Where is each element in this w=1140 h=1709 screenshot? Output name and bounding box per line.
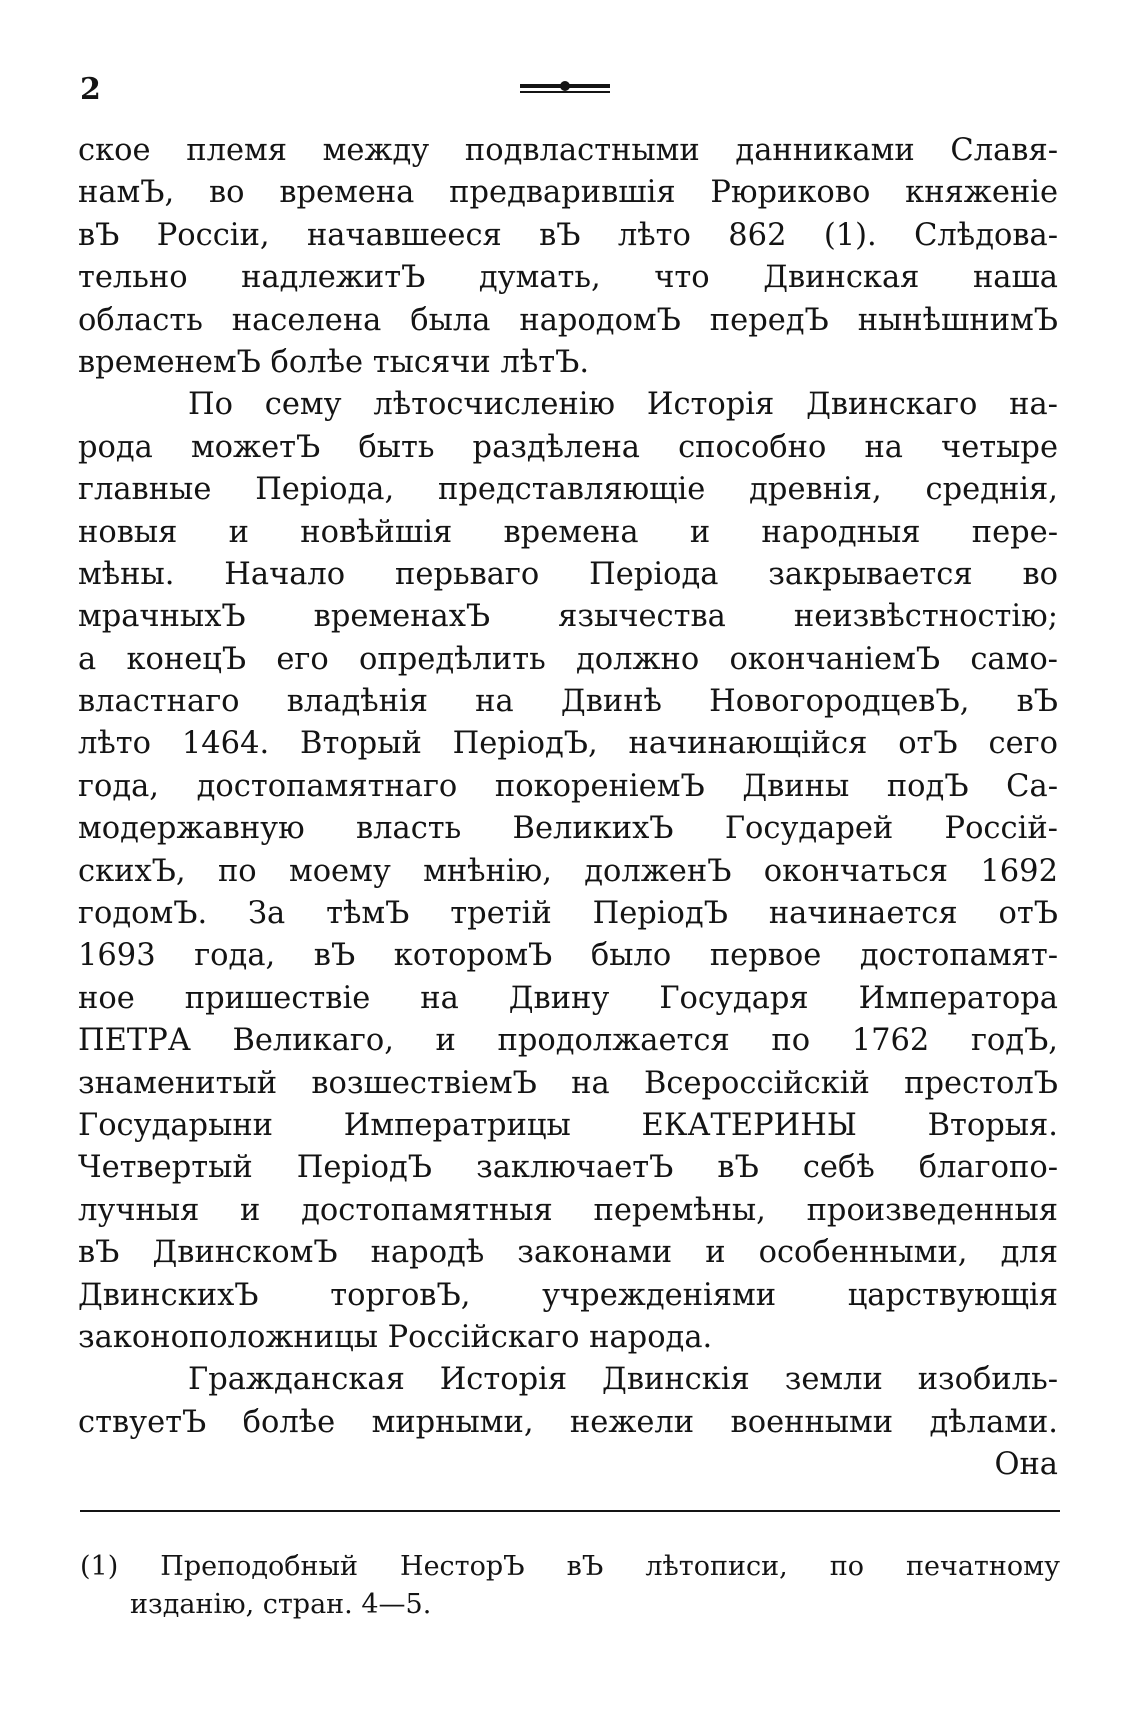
text-line: тельно надлежитЪ думать, что Двинская наша [78,260,1058,296]
text-line: намЪ, во времена предварившія Рюриково княженіе [78,175,1058,211]
text-line: ствуетЪ болѣе мирными, нежели военными дѣлами. [78,1404,1058,1440]
header-ornament [520,84,610,94]
text-line: скихЪ, по моему мнѣнію, долженЪ окончаться 1692 [78,853,1058,889]
text-line: новыя и новѣйшія времена и народныя пере- [78,514,1058,550]
footnote-line: изданію, стран. 4—5. [130,1589,432,1620]
text-line: законоположницы Россійскаго народа. [78,1319,713,1355]
text-line: лучныя и достопамятныя перемѣны, произведенныя [78,1192,1058,1228]
text-line: а конецЪ его опредѣлить должно окончаніемЪ само- [78,641,1058,677]
text-line: 1693 года, вЪ которомЪ было первое достопамят- [78,938,1058,974]
text-line: Четвертый ПеріодЪ заключаетЪ вЪ себѣ благопо- [78,1150,1058,1186]
page-number: 2 [80,72,101,107]
text-line: знаменитый возшествіемЪ на Всероссійскій престолЪ [78,1065,1058,1101]
text-line: По сему лѣтосчисленію Исторія Двинскаго на- [188,387,1058,423]
footnote-line: (1) Преподобный НесторЪ вЪ лѣтописи, по печатному [80,1551,1060,1582]
text-line: лѣто 1464. Вторый ПеріодЪ, начинающійся отЪ сего [78,726,1058,762]
text-line: временемЪ болѣе тысячи лѣтЪ. [78,344,590,380]
text-line: ное пришествіе на Двину Государя Императора [78,980,1058,1016]
text-line: года, достопамятнаго покореніемЪ Двины подЪ Са- [78,768,1058,804]
text-line: мѣны. Начало перьваго Періода закрывается во [78,556,1058,592]
text-line: область населена была народомЪ передЪ нынѣшнимЪ [78,302,1058,338]
text-line: Государыни Императрицы ЕКАТЕРИНЫ Вторыя. [78,1107,1058,1143]
text-line: вЪ ДвинскомЪ народѣ законами и особенными, для [78,1235,1058,1271]
text-line: ское племя между подвластными данниками Славя- [78,133,1058,168]
text-line: мрачныхЪ временахЪ язычества неизвѣстностію; [78,599,1058,635]
footnote [80,1548,1060,1624]
footnote-divider [80,1510,1060,1512]
text-line: Она [994,1447,1058,1483]
text-line: рода можетЪ быть раздѣлена способно на четыре [78,429,1058,465]
text-line: Гражданская Исторія Двинскія земли изобиль- [188,1362,1058,1398]
text-line: ДвинскихЪ торговЪ, учрежденіями царствующія [78,1277,1058,1313]
text-line: ПЕТРА Великаго, и продолжается по 1762 годЪ, [78,1023,1058,1059]
text-line: главные Періода, представляющіе древнія, среднія, [78,472,1058,508]
ornament-dot [560,81,570,91]
ornament-rule-bottom [520,91,610,93]
text-line: годомЪ. За тѣмЪ третій ПеріодЪ начинается отЪ [78,896,1058,932]
text-line: модержавную власть ВеликихЪ Государей Россій- [78,811,1058,847]
text-line: вЪ Россіи, начавшееся вЪ лѣто 862 (1). Слѣдова- [78,217,1058,253]
main-text [78,130,1058,1487]
text-line: властнаго владѣнія на Двинѣ НовогородцевЪ, вЪ [78,684,1058,720]
